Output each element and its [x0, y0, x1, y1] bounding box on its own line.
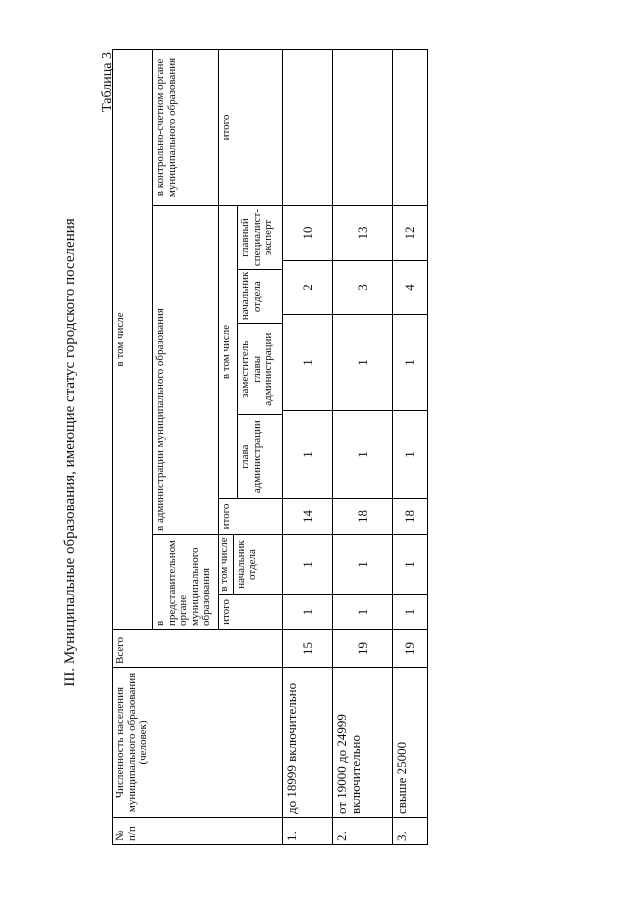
- row-rep-head-dept: 1: [333, 535, 393, 595]
- table-row: [393, 49, 428, 844]
- header-rep-total: итого: [219, 595, 283, 630]
- table-row: [333, 49, 393, 844]
- row-rep-total: 1: [393, 595, 428, 630]
- row-admin-head-dept: 3: [333, 261, 393, 315]
- header-control-total: итого: [219, 49, 283, 205]
- row-num: 3.: [393, 818, 428, 845]
- row-num: 1.: [283, 818, 333, 845]
- header-admin-including: в том числе: [219, 206, 238, 498]
- header-control: в контрольно-счетном органе муниципального образования: [153, 49, 219, 205]
- row-rep-total: 1: [283, 595, 333, 630]
- row-total: 19: [393, 630, 428, 668]
- header-num: № п/п: [113, 818, 283, 845]
- table-number: Таблица 3: [100, 52, 115, 112]
- table-row: [283, 49, 333, 844]
- row-admin-deputy: 1: [283, 315, 333, 411]
- row-admin-chief-expert: 12: [393, 206, 428, 261]
- row-admin-total: 18: [333, 499, 393, 535]
- row-control-total: [333, 49, 393, 205]
- row-admin-head: 1: [283, 411, 333, 499]
- header-rep-head-dept-label: начальник отдела: [234, 540, 259, 589]
- row-rep-total: 1: [333, 595, 393, 630]
- header-admin-subgroup: [219, 206, 283, 499]
- row-population: от 19000 до 24999 включительно: [333, 668, 393, 818]
- header-admin-head: глава администрации: [238, 414, 282, 498]
- header-including: в том числе: [113, 49, 153, 629]
- row-admin-deputy: 1: [393, 315, 428, 411]
- row-num: 2.: [333, 818, 393, 845]
- row-admin-head: 1: [333, 411, 393, 499]
- row-control-total: [283, 49, 333, 205]
- header-admin: в администрации муниципального образования: [153, 206, 219, 535]
- header-population: Численность населения муниципального образования (человек): [113, 668, 283, 818]
- row-total: 15: [283, 630, 333, 668]
- header-admin-total: итого: [219, 499, 283, 535]
- row-admin-head-dept: 2: [283, 261, 333, 315]
- row-population: свыше 25000: [393, 668, 428, 818]
- row-rep-head-dept: 1: [283, 535, 333, 595]
- row-admin-head: 1: [393, 411, 428, 499]
- row-total: 19: [333, 630, 393, 668]
- header-rep-including: в том числе: [219, 535, 234, 594]
- row-rep-head-dept: 1: [393, 535, 428, 595]
- header-admin-head-dept: начальник отдела: [238, 269, 282, 323]
- row-population: до 18999 включительно: [283, 668, 333, 818]
- header-rep-body: в представительном органе муниципального образования: [153, 535, 219, 630]
- row-admin-total: 18: [393, 499, 428, 535]
- row-admin-deputy: 1: [333, 315, 393, 411]
- header-admin-deputy: заместитель главы администрации: [238, 323, 282, 414]
- staffing-table: [112, 49, 428, 845]
- header-total: Всего: [113, 630, 283, 668]
- row-admin-total: 14: [283, 499, 333, 535]
- section-title: III. Муниципальные образования, имеющие статус городского поселения: [62, 218, 78, 687]
- header-admin-chief-expert: главный специалист-эксперт: [239, 209, 275, 267]
- row-admin-chief-expert: 13: [333, 206, 393, 261]
- row-admin-chief-expert: 10: [283, 206, 333, 261]
- header-rep-head-dept: [219, 535, 283, 595]
- row-admin-head-dept: 4: [393, 261, 428, 315]
- row-control-total: [393, 49, 428, 205]
